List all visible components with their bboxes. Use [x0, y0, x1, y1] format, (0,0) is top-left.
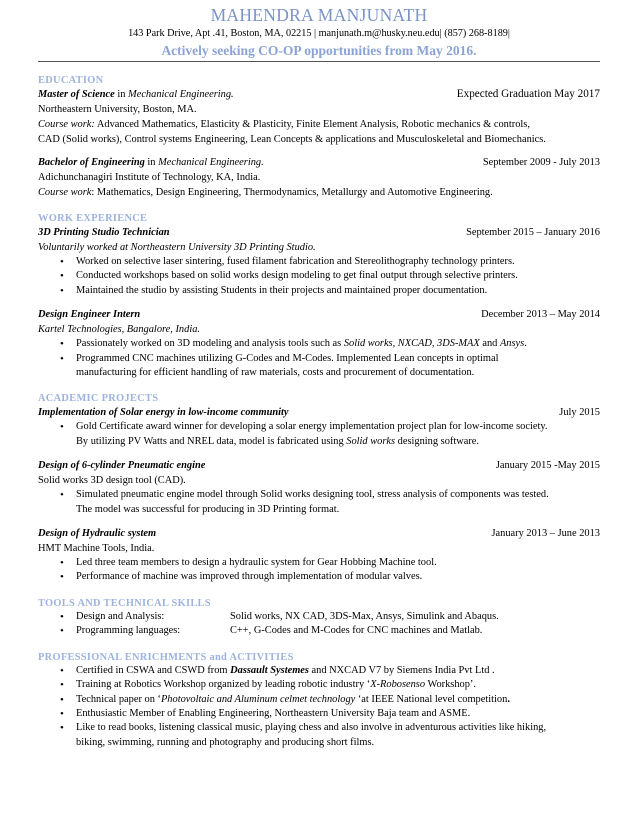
project-3-sub: HMT Machine Tools, India. — [38, 543, 155, 555]
list-item — [38, 678, 600, 692]
bullet-text: By utilizing PV Watts and NREL data, model is fabricated using — [76, 435, 347, 447]
project-1-row — [38, 405, 600, 420]
list-item — [38, 488, 600, 517]
bullet-text: Gold Certificate award winner for developing a solar energy implementation project plan for low-income society. — [76, 421, 548, 433]
list-item — [38, 352, 600, 381]
list-item: • Conducted workshops based on solid works design modeling to get final output through selective printers. — [38, 269, 600, 283]
bullet-text: Passionately worked on 3D modeling and analysis tools such as — [76, 338, 344, 350]
coursework-text: : Mathematics, Design Engineering, Thermodynamics, Metallurgy and Automotive Engineering. — [91, 187, 493, 198]
list-item: • Worked on selective laser sintering, fused filament fabrication and Stereolithography technology printers. — [38, 255, 600, 269]
tool-names: Solid works, NXCAD, 3DS-MAX — [343, 338, 480, 350]
coursework-ms-2: CAD (Solid works), Control systems Engineering, Lean Concepts & applications and Musculoskeletal and Biomechanics. — [38, 134, 546, 145]
date-be: September 2009 - July 2013 — [482, 157, 600, 168]
school-ms: Northeastern University, Boston, MA. — [38, 104, 197, 115]
education-be-row — [38, 155, 600, 170]
degree-ms: Master of Science — [38, 89, 115, 100]
list-item: • Led three team members to design a hydraulic system for Gear Hobbing Machine tool. — [38, 556, 600, 570]
job-2-row — [38, 307, 600, 322]
coursework-be — [38, 185, 600, 200]
candidate-name: MAHENDRA MANJUNATH — [210, 5, 428, 25]
field-be: Mechanical Engineering. — [158, 157, 264, 168]
degree-connector: in — [114, 89, 129, 100]
skills-list — [38, 610, 600, 639]
job-1-bullets — [38, 255, 600, 298]
workshop-name: X-Robosenso — [370, 679, 426, 691]
bullet-text: and — [479, 338, 500, 350]
bullet-text: designing software. — [395, 435, 480, 447]
education-ms-row — [38, 87, 600, 102]
enrichments-heading: PROFESSIONAL ENRICHMENTS and ACTIVITIES — [38, 651, 294, 663]
list-item — [38, 610, 600, 624]
list-item — [38, 420, 600, 449]
project-2-row — [38, 458, 600, 473]
bullet-text: The model was successful for producing in 3D Printing format. — [76, 503, 340, 515]
skill-value: Solid works, NX CAD, 3DS-Max, Ansys, Simulink and Abaqus. — [230, 610, 499, 622]
project-1-date: July 2015 — [559, 407, 600, 419]
list-item — [38, 624, 600, 638]
list-item — [38, 664, 600, 678]
job-2-org: Kartel Technologies, Bangalore, India. — [38, 324, 201, 336]
school-be: Adichunchanagiri Institute of Technology, KA, India. — [38, 172, 261, 183]
project-2-date: January 2015 -May 2015 — [495, 460, 600, 472]
coursework-label: Course work — [38, 187, 92, 198]
project-2-bullets — [38, 488, 600, 517]
project-3-row — [38, 526, 600, 541]
coursework-label: Course work: — [38, 119, 95, 130]
bullet-text: . — [507, 693, 510, 705]
skill-label: • Programming languages: — [76, 625, 181, 637]
bullet-text: Certified in CSWA and CSWD from — [76, 664, 231, 676]
tool-name: Ansys — [499, 338, 525, 350]
coursework-text: Advanced Mathematics, Elasticity & Plasticity, Finite Element Analysis, Robotic mechanics & controls, — [94, 119, 530, 130]
education-heading: EDUCATION — [38, 75, 104, 86]
bullet-text: . — [524, 338, 527, 350]
list-item: • Enthusiastic Member of Enabling Engineering, Northeastern University Baja team and ASME. — [38, 707, 600, 721]
bullet-text: and NXCAD V7 by Siemens India Pvt Ltd . — [308, 664, 495, 676]
job-2-date: December 2013 – May 2014 — [481, 309, 600, 321]
project-2-sub: Solid works 3D design tool (CAD). — [38, 475, 186, 487]
list-item — [38, 693, 600, 707]
list-item: • Performance of machine was improved through implementation of modular valves. — [38, 570, 600, 584]
skill-value: C++, G-Codes and M-Codes for CNC machines and Matlab. — [230, 625, 483, 637]
skills-heading: TOOLS AND TECHNICAL SKILLS — [38, 597, 211, 609]
job-2-bullets — [38, 337, 600, 380]
skill-label: • Design and Analysis: — [76, 610, 165, 622]
project-3-date: January 2013 – June 2013 — [491, 528, 600, 540]
bullet-text: Workshop’. — [425, 679, 476, 691]
project-3-bullets — [38, 556, 600, 585]
project-3-title: Design of Hydraulic system — [38, 528, 157, 540]
projects-heading: ACADEMIC PROJECTS — [38, 393, 159, 405]
project-1-bullets — [38, 420, 600, 449]
enrichments-list — [38, 664, 600, 750]
job-1-org: Voluntarily worked at Northeastern University 3D Printing Studio. — [38, 242, 316, 253]
job-1-date: September 2015 – January 2016 — [466, 227, 600, 238]
contact-line: 143 Park Drive, Apt .41, Boston, MA, 02215 | manjunath.m@husky.neu.edu| (857) 268-8189| — [128, 28, 510, 39]
bullet-text: Technical paper on ‘ — [76, 693, 161, 705]
bullet-text: biking, swimming, running and photography and producing short films. — [76, 736, 375, 748]
bullet-text: Simulated pneumatic engine model through Solid works designing tool, stress analysis of components was tested. — [76, 489, 549, 501]
bullet-text: Training at Robotics Workshop organized by leading robotic industry ‘ — [76, 679, 371, 691]
job-1-title: 3D Printing Studio Technician — [38, 227, 170, 238]
list-item: • Maintained the studio by assisting Students in their projects and maintained proper documentation. — [38, 284, 600, 298]
company-name: Dassault Systemes — [230, 664, 309, 676]
project-1-title: Implementation of Solar energy in low-income community — [38, 407, 289, 419]
bullet-text: manufacturing for efficient handling of raw materials, costs and procurement of documentation. — [76, 367, 475, 379]
bullet-text: Programmed CNC machines utilizing G-Codes and M-Codes. Implemented Lean concepts in optimal — [76, 352, 499, 364]
degree-be: Bachelor of Engineering — [38, 157, 145, 168]
coursework-ms-1 — [38, 117, 600, 132]
list-item — [38, 721, 600, 750]
bullet-text: ‘at IEEE National level competition — [355, 693, 508, 705]
field-ms: Mechanical Engineering. — [128, 89, 234, 100]
tool-name: Solid works — [346, 435, 396, 447]
job-2-title: Design Engineer Intern — [38, 309, 141, 321]
objective-tagline: Actively seeking CO-OP opportunities from May 2016. — [161, 43, 477, 58]
work-heading: WORK EXPERIENCE — [38, 213, 148, 224]
degree-connector: in — [144, 157, 159, 168]
date-ms: Expected Graduation May 2017 — [456, 88, 600, 100]
bullet-text: Like to read books, listening classical music, playing chess and also involve in adventurous activities like hiking, — [76, 722, 547, 734]
list-item — [38, 337, 600, 351]
header-divider — [38, 61, 600, 62]
job-1-row — [38, 225, 600, 240]
paper-title: Photovoltaic and Aluminum celmet technology — [160, 693, 356, 705]
project-2-title: Design of 6-cylinder Pneumatic engine — [38, 460, 206, 472]
